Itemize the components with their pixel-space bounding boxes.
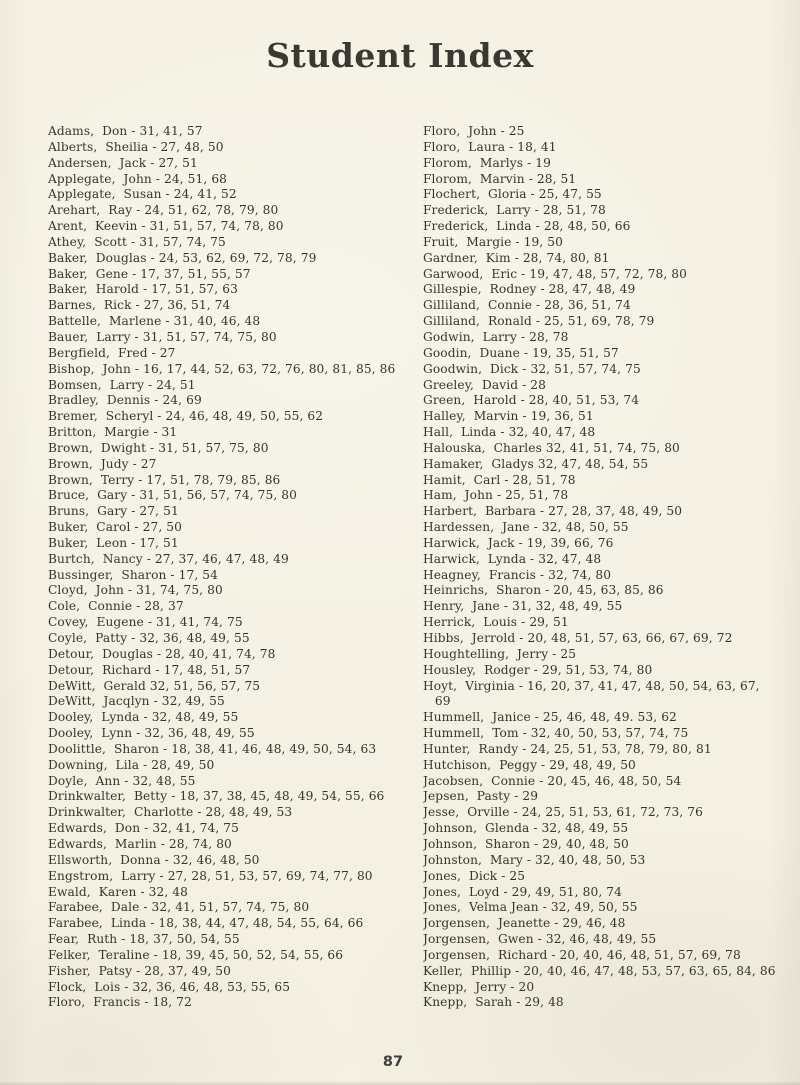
index-entry: Brown, Judy - 27 xyxy=(48,456,157,471)
index-entry: Detour, Richard - 17, 48, 51, 57 xyxy=(48,662,251,677)
index-entry: Floro, Francis - 18, 72 xyxy=(48,995,192,1010)
index-entry: Herrick, Louis - 29, 51 xyxy=(423,615,569,630)
index-entry: Arent, Keevin - 31, 51, 57, 74, 78, 80 xyxy=(48,219,284,234)
index-entry: Halley, Marvin - 19, 36, 51 xyxy=(423,409,594,424)
index-entry: Floro, Laura - 18, 41 xyxy=(423,139,557,154)
index-entry: Athey, Scott - 31, 57, 74, 75 xyxy=(48,234,226,249)
index-entry: Doolittle, Sharon - 18, 38, 41, 46, 48, 49, 50, 54, 63 xyxy=(48,741,377,756)
index-columns xyxy=(48,124,800,1011)
index-entry: Jorgensen, Jeanette - 29, 46, 48 xyxy=(423,916,626,931)
index-entry: Knepp, Jerry - 20 xyxy=(423,979,535,994)
index-entry: Edwards, Marlin - 28, 74, 80 xyxy=(48,836,232,851)
index-entry: Heinrichs, Sharon - 20, 45, 63, 85, 86 xyxy=(423,583,664,598)
index-entry: Jorgensen, Richard - 20, 40, 46, 48, 51, 57, 69, 78 xyxy=(423,947,741,962)
index-entry: Coyle, Patty - 32, 36, 48, 49, 55 xyxy=(48,631,250,645)
index-entry: Goodwin, Dick - 32, 51, 57, 74, 75 xyxy=(423,361,641,376)
index-entry: Halouska, Charles 32, 41, 51, 74, 75, 80 xyxy=(423,440,680,455)
index-entry: Doyle, Ann - 32, 48, 55 xyxy=(48,773,196,788)
index-entry: Applegate, John - 24, 51, 68 xyxy=(48,171,228,186)
index-entry: Bremer, Scheryl - 24, 46, 48, 49, 50, 55, 62 xyxy=(48,409,324,424)
index-entry: Burtch, Nancy - 27, 37, 46, 47, 48, 49 xyxy=(48,551,289,566)
index-entry: Bomsen, Larry - 24, 51 xyxy=(48,377,196,392)
page-title: Student Index xyxy=(266,36,534,75)
index-entry: Houghtelling, Jerry - 25 xyxy=(423,646,577,661)
index-entry: Bruce, Gary - 31, 51, 56, 57, 74, 75, 80 xyxy=(48,488,298,503)
index-entry: Florom, Marvin - 28, 51 xyxy=(423,171,577,186)
index-entry: Hamaker, Gladys 32, 47, 48, 54, 55 xyxy=(423,456,649,471)
index-entry: Bruns, Gary - 27, 51 xyxy=(48,504,179,519)
index-entry: Harbert, Barbara - 27, 28, 37, 48, 49, 50 xyxy=(423,504,683,519)
index-entry: Jorgensen, Gwen - 32, 46, 48, 49, 55 xyxy=(423,932,657,947)
index-entry: Felker, Teraline - 18, 39, 45, 50, 52, 54, 55, 66 xyxy=(48,947,344,962)
index-entry: Florom, Marlys - 19 xyxy=(423,155,552,170)
index-entry: Hutchison, Peggy - 29, 48, 49, 50 xyxy=(423,757,636,772)
index-entry: Bauer, Larry - 31, 51, 57, 74, 75, 80 xyxy=(48,329,277,344)
index-column-left xyxy=(48,124,423,1011)
index-entry: Fruit, Margie - 19, 50 xyxy=(423,234,563,249)
index-entry: Engstrom, Larry - 27, 28, 51, 53, 57, 69, 74, 77, 80 xyxy=(48,868,373,883)
index-entry: Adams, Don - 31, 41, 57 xyxy=(48,124,203,138)
index-entry: Gilliland, Ronald - 25, 51, 69, 78, 79 xyxy=(423,314,655,329)
index-entry: Brown, Terry - 17, 51, 78, 79, 85, 86 xyxy=(48,472,281,487)
index-entry: Hummell, Tom - 32, 40, 50, 53, 57, 74, 75 xyxy=(423,726,689,741)
index-entry: Hoyt, Virginia - 16, 20, 37, 41, 47, 48, 50, 54, 63, 67, xyxy=(423,678,760,693)
index-entry: Harwick, Jack - 19, 39, 66, 76 xyxy=(423,535,614,550)
index-entry: Farabee, Dale - 32, 41, 51, 57, 74, 75, 80 xyxy=(48,900,310,915)
index-entry: Farabee, Linda - 18, 38, 44, 47, 48, 54, 55, 64, 66 xyxy=(48,916,364,931)
index-entry: Jepsen, Pasty - 29 xyxy=(423,789,539,804)
index-entry: Jones, Loyd - 29, 49, 51, 80, 74 xyxy=(423,884,622,899)
index-entry: Drinkwalter, Charlotte - 28, 48, 49, 53 xyxy=(48,805,293,820)
index-entry: Gilliland, Connie - 28, 36, 51, 74 xyxy=(423,298,631,313)
index-entry: Flochert, Gloria - 25, 47, 55 xyxy=(423,187,602,202)
index-entry: Brown, Dwight - 31, 51, 57, 75, 80 xyxy=(48,440,269,455)
index-entry: Covey, Eugene - 31, 41, 74, 75 xyxy=(48,615,243,630)
index-entry: Baker, Harold - 17, 51, 57, 63 xyxy=(48,282,238,297)
index-entry: Henry, Jane - 31, 32, 48, 49, 55 xyxy=(423,599,623,614)
index-entry: Harwick, Lynda - 32, 47, 48 xyxy=(423,551,602,566)
index-entry: Cloyd, John - 31, 74, 75, 80 xyxy=(48,583,223,598)
index-entry: Hall, Linda - 32, 40, 47, 48 xyxy=(423,425,596,440)
index-entry: Flock, Lois - 32, 36, 46, 48, 53, 55, 65 xyxy=(48,979,291,994)
index-entry: Battelle, Marlene - 31, 40, 46, 48 xyxy=(48,314,261,329)
index-entry: Applegate, Susan - 24, 41, 52 xyxy=(48,187,237,202)
index-entry: 69 xyxy=(423,694,451,709)
index-entry: Bradley, Dennis - 24, 69 xyxy=(48,393,202,408)
index-entry: Ham, John - 25, 51, 78 xyxy=(423,488,569,503)
index-entry: Barnes, Rick - 27, 36, 51, 74 xyxy=(48,298,231,313)
index-entry: Goodin, Duane - 19, 35, 51, 57 xyxy=(423,345,619,360)
index-entry: Hunter, Randy - 24, 25, 51, 53, 78, 79, 80, 81 xyxy=(423,741,712,756)
index-entry: Alberts, Sheilia - 27, 48, 50 xyxy=(48,139,224,154)
index-entry: Floro, John - 25 xyxy=(423,124,525,138)
index-entry: Baker, Gene - 17, 37, 51, 55, 57 xyxy=(48,266,251,281)
index-entry: Andersen, Jack - 27, 51 xyxy=(48,155,198,170)
index-entry: DeWitt, Gerald 32, 51, 56, 57, 75 xyxy=(48,678,261,693)
index-entry: Gardner, Kim - 28, 74, 80, 81 xyxy=(423,250,610,265)
index-entry: Keller, Phillip - 20, 40, 46, 47, 48, 53, 57, 63, 65, 84, 86 xyxy=(423,963,776,978)
index-entry: Buker, Leon - 17, 51 xyxy=(48,535,179,550)
index-entry: Jones, Velma Jean - 32, 49, 50, 55 xyxy=(423,900,638,915)
index-entry: Jesse, Orville - 24, 25, 51, 53, 61, 72, 73, 76 xyxy=(423,805,704,820)
index-entry: Ewald, Karen - 32, 48 xyxy=(48,884,189,899)
index-entry: Cole, Connie - 28, 37 xyxy=(48,599,184,614)
index-entry: Jacobsen, Connie - 20, 45, 46, 48, 50, 54 xyxy=(423,773,682,788)
index-entry: Britton, Margie - 31 xyxy=(48,425,178,440)
index-entry: Green, Harold - 28, 40, 51, 53, 74 xyxy=(423,393,640,408)
index-entry: Dooley, Lynda - 32, 48, 49, 55 xyxy=(48,710,239,725)
index-entry: Buker, Carol - 27, 50 xyxy=(48,520,182,535)
index-entry: Bergfield, Fred - 27 xyxy=(48,345,176,360)
index-entry: Hamit, Carl - 28, 51, 78 xyxy=(423,472,576,487)
index-entry: Detour, Douglas - 28, 40, 41, 74, 78 xyxy=(48,646,276,661)
index-entry: Housley, Rodger - 29, 51, 53, 74, 80 xyxy=(423,662,653,677)
index-entry: Godwin, Larry - 28, 78 xyxy=(423,329,569,344)
index-column-right xyxy=(423,124,800,1011)
index-entry: DeWitt, Jacqlyn - 32, 49, 55 xyxy=(48,694,225,709)
index-entry: Hummell, Janice - 25, 46, 48, 49. 53, 62 xyxy=(423,710,677,725)
index-entry: Johnson, Glenda - 32, 48, 49, 55 xyxy=(423,821,629,836)
index-entry: Downing, Lila - 28, 49, 50 xyxy=(48,757,215,772)
page-number: 87 xyxy=(382,1054,404,1070)
index-entry: Garwood, Eric - 19, 47, 48, 57, 72, 78, 80 xyxy=(423,266,688,281)
index-entry: Edwards, Don - 32, 41, 74, 75 xyxy=(48,821,240,836)
index-entry: Frederick, Larry - 28, 51, 78 xyxy=(423,203,606,218)
index-entry: Jones, Dick - 25 xyxy=(423,868,526,883)
index-entry: Hardessen, Jane - 32, 48, 50, 55 xyxy=(423,520,629,535)
index-entry: Johnston, Mary - 32, 40, 48, 50, 53 xyxy=(423,852,646,867)
index-entry: Frederick, Linda - 28, 48, 50, 66 xyxy=(423,219,631,234)
index-entry: Baker, Douglas - 24, 53, 62, 69, 72, 78, 79 xyxy=(48,250,317,265)
index-entry: Dooley, Lynn - 32, 36, 48, 49, 55 xyxy=(48,726,255,741)
index-entry: Drinkwalter, Betty - 18, 37, 38, 45, 48, 49, 54, 55, 66 xyxy=(48,789,385,804)
index-entry: Heagney, Francis - 32, 74, 80 xyxy=(423,567,612,582)
index-entry: Hibbs, Jerrold - 20, 48, 51, 57, 63, 66, 67, 69, 72 xyxy=(423,631,733,645)
index-entry: Knepp, Sarah - 29, 48 xyxy=(423,995,564,1010)
index-entry: Arehart, Ray - 24, 51, 62, 78, 79, 80 xyxy=(48,203,279,218)
index-entry: Fear, Ruth - 18, 37, 50, 54, 55 xyxy=(48,932,240,947)
index-entry: Gillespie, Rodney - 28, 47, 48, 49 xyxy=(423,282,636,297)
index-entry: Johnson, Sharon - 29, 40, 48, 50 xyxy=(423,836,629,851)
index-entry: Fisher, Patsy - 28, 37, 49, 50 xyxy=(48,963,231,978)
index-entry: Greeley, David - 28 xyxy=(423,377,546,392)
index-entry: Bishop, John - 16, 17, 44, 52, 63, 72, 76, 80, 81, 85, 86 xyxy=(48,361,396,376)
index-entry: Bussinger, Sharon - 17, 54 xyxy=(48,567,218,582)
index-entry: Ellsworth, Donna - 32, 46, 48, 50 xyxy=(48,852,260,867)
